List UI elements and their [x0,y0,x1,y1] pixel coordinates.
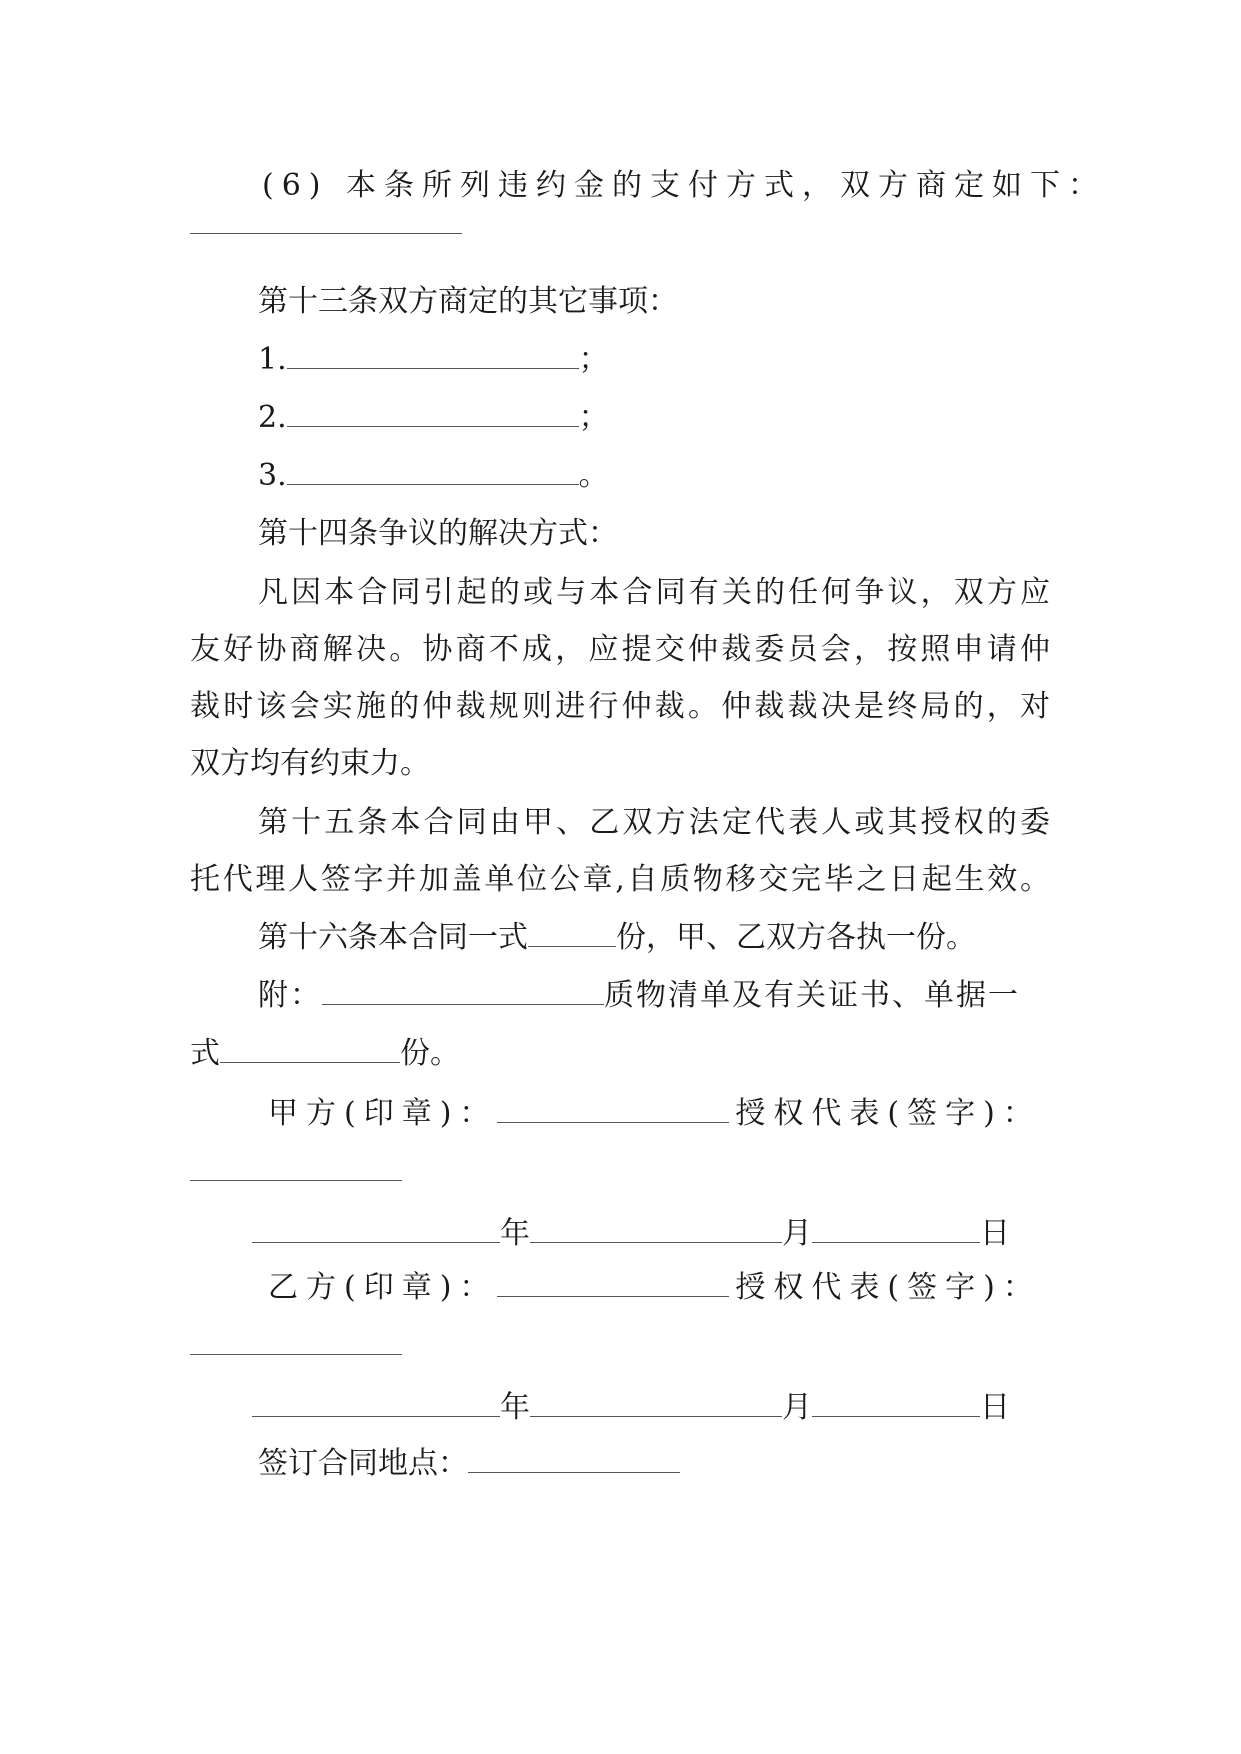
party-b-line [268,1270,1128,1306]
blank-party-a-day [812,1216,980,1243]
blank-item-2 [287,400,579,427]
clause15-line-1: 第十五条本合同由甲、乙双方法定代表人或其授权的委 [258,805,1050,840]
attachment-line-2: 式 份。 [190,1036,460,1071]
blank-party-a-signature [190,1180,402,1181]
clause14-line-3: 裁时该会实施的仲裁规则进行仲裁。仲裁裁决是终局的，对 [190,689,1050,724]
blank-party-b-signature [190,1354,402,1355]
clause14-title: 第十四条争议的解决方式： [258,516,618,551]
party-a-seal-label: 甲方(印章)： [268,1096,498,1131]
blank-party-b-day [812,1390,980,1417]
blank-party-b-year [252,1390,500,1417]
party-b-date: 年 月 日 [252,1390,1112,1426]
blank-party-a-month [530,1216,782,1243]
blank-party-a-seal [497,1096,729,1123]
party-b-rep-label: 授权代表(签字)： [735,1270,1041,1305]
attachment-line-1: 附： 质物清单及有关证书、单据一 [258,978,1020,1013]
signing-place: 签订合同地点： [258,1446,1118,1482]
blank-party-a-year [252,1216,500,1243]
clause13-item-2: 2. ； [258,400,609,435]
party-b-seal-label: 乙方(印章)： [268,1270,498,1305]
clause13-item-3: 3. 。 [258,458,609,493]
clause13-title: 第十三条双方商定的其它事项： [258,284,678,319]
blank-item-3 [287,458,579,485]
clause13-item-1: 1. ； [258,342,609,377]
blank-payment-method [190,233,462,234]
blank-item-1 [287,342,579,369]
clause14-line-1: 凡因本合同引起的或与本合同有关的任何争议，双方应 [258,575,1050,610]
party-a-line [268,1096,1128,1132]
party-a-date: 年 月 日 [252,1216,1112,1252]
blank-copies [528,920,616,947]
clause15-line-2: 托代理人签字并加盖单位公章,自质物移交完毕之日起生效。 [190,862,1050,897]
blank-attachment [322,978,604,1005]
blank-party-b-month [530,1390,782,1417]
clause16: 第十六条本合同一式 份，甲、乙双方各执一份。 [258,920,976,955]
blank-party-b-seal [497,1270,729,1297]
blank-attachment-copies [220,1036,400,1063]
blank-signing-place [468,1446,680,1473]
party-a-rep-label: 授权代表(签字)： [735,1096,1041,1131]
clause14-line-2: 友好协商解决。协商不成，应提交仲裁委员会，按照申请仲 [190,632,1050,667]
clause14-line-4: 双方均有约束力。 [190,746,430,781]
clause12-item6: (6) 本条所列违约金的支付方式，双方商定如下： [262,168,1107,203]
